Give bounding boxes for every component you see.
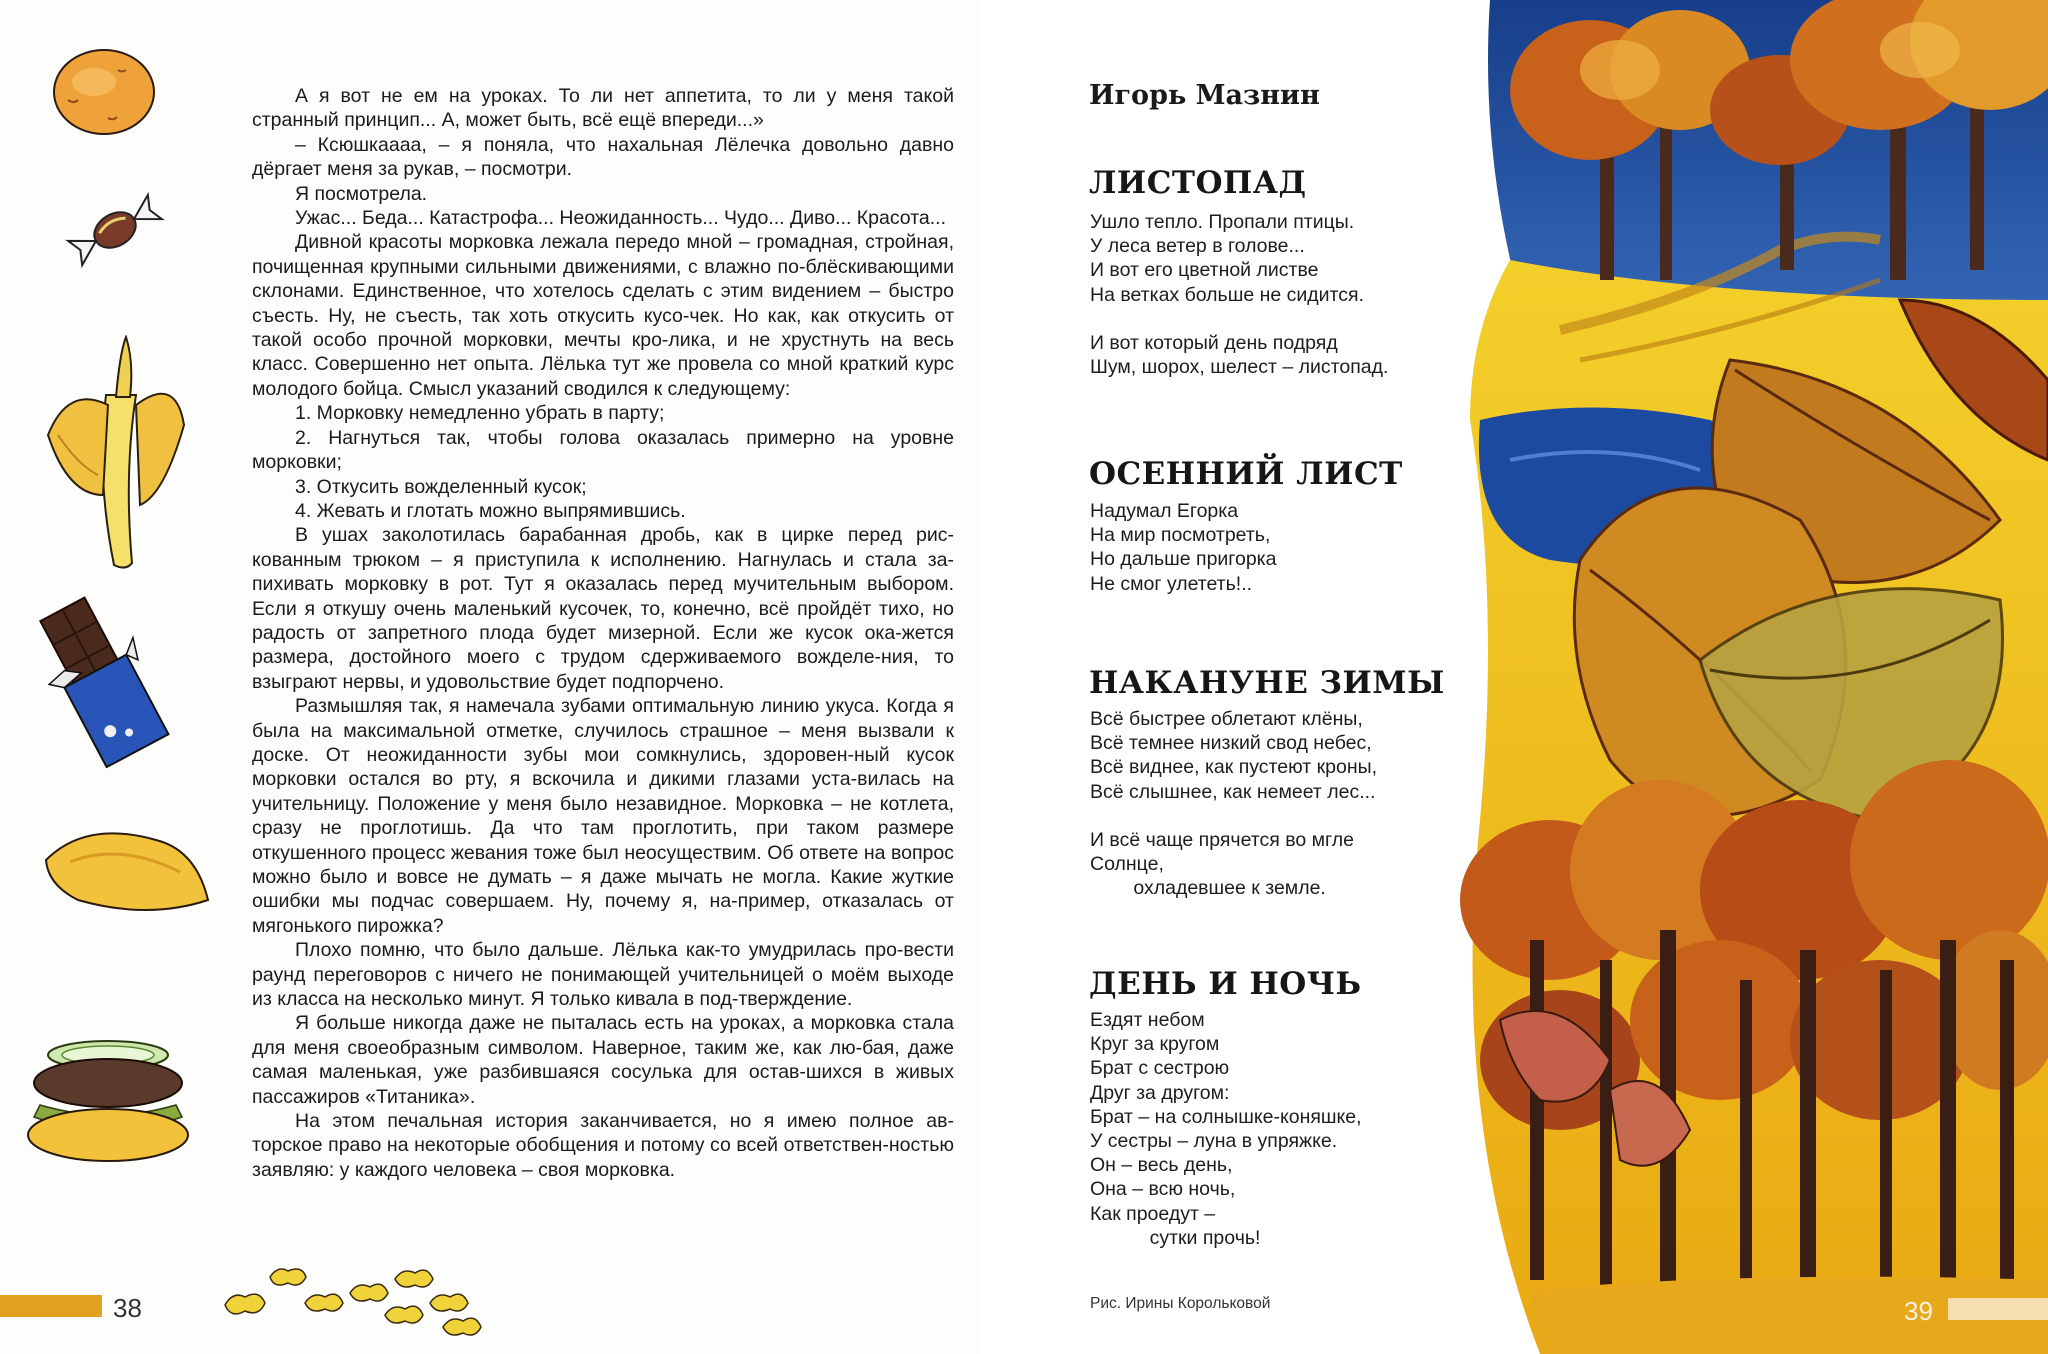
- illustration-credit: Рис. Ирины Корольковой: [1090, 1295, 1271, 1312]
- poem-line: Ездят небом: [1090, 1009, 1205, 1031]
- paragraph: Я больше никогда даже не пыталась есть на уроках, а морковка стала для меня своеобразным символом. Наверное, таким же, как лю-бая, даже самая маленькая, уже разбившаяся сосулька для остав-шихся в живых пассажиров «Титаника».: [252, 1012, 954, 1108]
- list-item: 2. Нагнуться так, чтобы голова оказалась примерно на уровне морковки;: [252, 426, 954, 474]
- poem-line: И вот его цветной листве: [1090, 259, 1319, 282]
- poem-body-nakanune-zimy: [1090, 707, 1377, 901]
- poem-body-den-i-noch: [1090, 1008, 1362, 1250]
- paragraph: Я посмотрела.: [295, 182, 428, 205]
- paragraph: На этом печальная история заканчивается, но я имею полное ав-торское право на некоторые обобщения и потому со всей ответствен-ностью заявляю: у каждого человека – своя морковка.: [252, 1110, 954, 1181]
- banana-drawing: [28, 335, 188, 575]
- paragraph: А я вот не ем на уроках. То ли нет аппетита, то ли у меня такой странный принцип... А, может быть, всё ещё впереди...»: [252, 85, 954, 132]
- poem-line: Ушло тепло. Пропали птицы.: [1090, 211, 1355, 233]
- page-number: 38: [113, 1293, 142, 1323]
- poem-line: На мир посмотреть,: [1090, 524, 1271, 547]
- poem-body-osenniy-list: [1090, 499, 1277, 596]
- author-name: Игорь Мазнин: [1089, 80, 1320, 111]
- poem-line: [1090, 804, 1377, 828]
- paragraph: – Ксюшкаааа, – я поняла, что нахальная Лёлечка довольно давно дёргает меня за рукав, – посмотри.: [252, 133, 954, 181]
- poem-line: Всё слышнее, как немеет лес...: [1090, 780, 1376, 803]
- story-text: [252, 84, 954, 1182]
- candy-drawing: [60, 185, 170, 275]
- paragraph: В ушах заколотилась барабанная дробь, как в цирке перед рис-кованным трюком – я приступила к исполнению. Нагнулась и стала за-пихивать морковку в рот. Тут я оказалась перед мучительным выбором. Если я откушу очень маленький кусочек, то, конечно, всё пройдёт тихо, но радость от запретного плода будет мизерной. Если же кусок ока-жется размера, достойного моего с трудом сдерживаемого вожделе-ния, то взыграют нервы, и удовольствие будет подпорчено.: [252, 524, 954, 693]
- poem-line: Надумал Егорка: [1090, 500, 1239, 522]
- poem-title-den-i-noch: ДЕНЬ И НОЧЬ: [1089, 966, 1362, 1002]
- poem-line: И вот который день подряд: [1090, 332, 1338, 355]
- burger-drawing: [20, 1035, 195, 1170]
- poem-line: сутки прочь!: [1090, 1226, 1261, 1249]
- poem-line: Как проедут –: [1090, 1202, 1216, 1225]
- paragraph: Размышляя так, я намечала зубами оптимальную линию укуса. Когда я была на максимальной отметке, случилось страшное – меня вызвали к доске. От неожиданности зубы мои сомкнулись, здоровен-ный кусок морковки остался во рту, я вскочила и дикими глазами уста-вилась на учительницу. Положение у меня было незавидное. Морковка – не котлета, сразу не проглотишь. Да что там проглотить, при таком размере откушенного процесс жевания тоже был неосуществим. Об ответе на вопрос можно было и вовсе не думать – я даже мычать не могла. Какие жуткие ошибки мы подчас совершаем. Ну, почему я, на-пример, отказалась от мягонького пирожка?: [252, 695, 954, 937]
- poem-line: У сестры – луна в упряжке.: [1090, 1130, 1338, 1153]
- poem-line: Она – всю ночь,: [1090, 1178, 1236, 1201]
- poem-line: Брат – на солнышке-коняшке,: [1090, 1105, 1362, 1128]
- poem-line: Круг за кругом: [1090, 1033, 1220, 1056]
- poem-line: Всё темнее низкий свод небес,: [1090, 732, 1372, 755]
- peanuts-drawing: [215, 1265, 495, 1345]
- list-item: 1. Морковку немедленно убрать в парту;: [295, 402, 665, 425]
- poem-line: охладевшее к земле.: [1090, 877, 1326, 900]
- paragraph: Плохо помню, что было дальше. Лёлька как-то умудрилась про-вести раунд переговоров с ничего не понимающей учительницей о моём выходе из класса на несколько минут. Я только кивала в под-тверждение.: [252, 939, 954, 1011]
- poem-line: У леса ветер в голове...: [1090, 235, 1305, 258]
- poem-line: [1090, 307, 1388, 331]
- poem-line: На ветках больше не сидится.: [1090, 283, 1364, 306]
- paragraph: Дивной красоты морковка лежала передо мной – громадная, стройная, почищенная крупными сильными движениями, с влажно по-блёскивающими склонами. Единственное, что хотелось сделать с этим видением – быстро съесть. Ну, не съесть, так хоть откусить кусо-чек. Но как, как откусить от такой особо прочной морковки, мечты кро-лика, и не хрустнуть на весь класс. Совершенно нет опыта. Лёлька тут же провела со мной краткий курс молодого бойца. Смысл указаний сводился к следующему:: [252, 231, 954, 400]
- list-item: 3. Откусить вожделенный кусок;: [295, 475, 587, 498]
- page-number-bar: [0, 1295, 102, 1317]
- paragraph: Ужас... Беда... Катастрофа... Неожиданность... Чудо... Диво... Красота...: [295, 207, 947, 230]
- left-page: [0, 0, 980, 1354]
- chocolate-bar-drawing: [25, 590, 175, 770]
- page-number-bar-right: [1948, 1298, 2048, 1320]
- page-number-right: 39: [1904, 1296, 1933, 1326]
- potato-drawing: [48, 40, 160, 140]
- poem-line: И всё чаще прячется во мгле: [1090, 829, 1354, 852]
- poem-line: Не смог улететь!..: [1090, 572, 1253, 595]
- bun-drawing: [40, 820, 215, 920]
- poem-title-osenniy-list: ОСЕННИЙ ЛИСТ: [1089, 456, 1403, 492]
- poem-body-listopad: [1090, 210, 1388, 379]
- poem-line: Всё виднее, как пустеют кроны,: [1090, 756, 1378, 779]
- list-item: 4. Жевать и глотать можно выпрямившись.: [295, 499, 686, 522]
- poem-line: Всё быстрее облетают клёны,: [1090, 708, 1363, 730]
- poem-line: Он – весь день,: [1090, 1154, 1233, 1177]
- poem-line: Солнце,: [1090, 853, 1164, 876]
- poem-line: Шум, шорох, шелест – листопад.: [1090, 356, 1389, 379]
- right-page: [980, 0, 2048, 1354]
- poem-title-nakanune-zimy: НАКАНУНЕ ЗИМЫ: [1089, 665, 1445, 701]
- poem-line: Друг за другом:: [1090, 1081, 1230, 1104]
- autumn-forest-painting: [1360, 0, 2048, 1354]
- poem-line: Брат с сестрою: [1090, 1057, 1230, 1080]
- poem-title-listopad: ЛИСТОПАД: [1089, 165, 1307, 201]
- poem-line: Но дальше пригорка: [1090, 548, 1277, 571]
